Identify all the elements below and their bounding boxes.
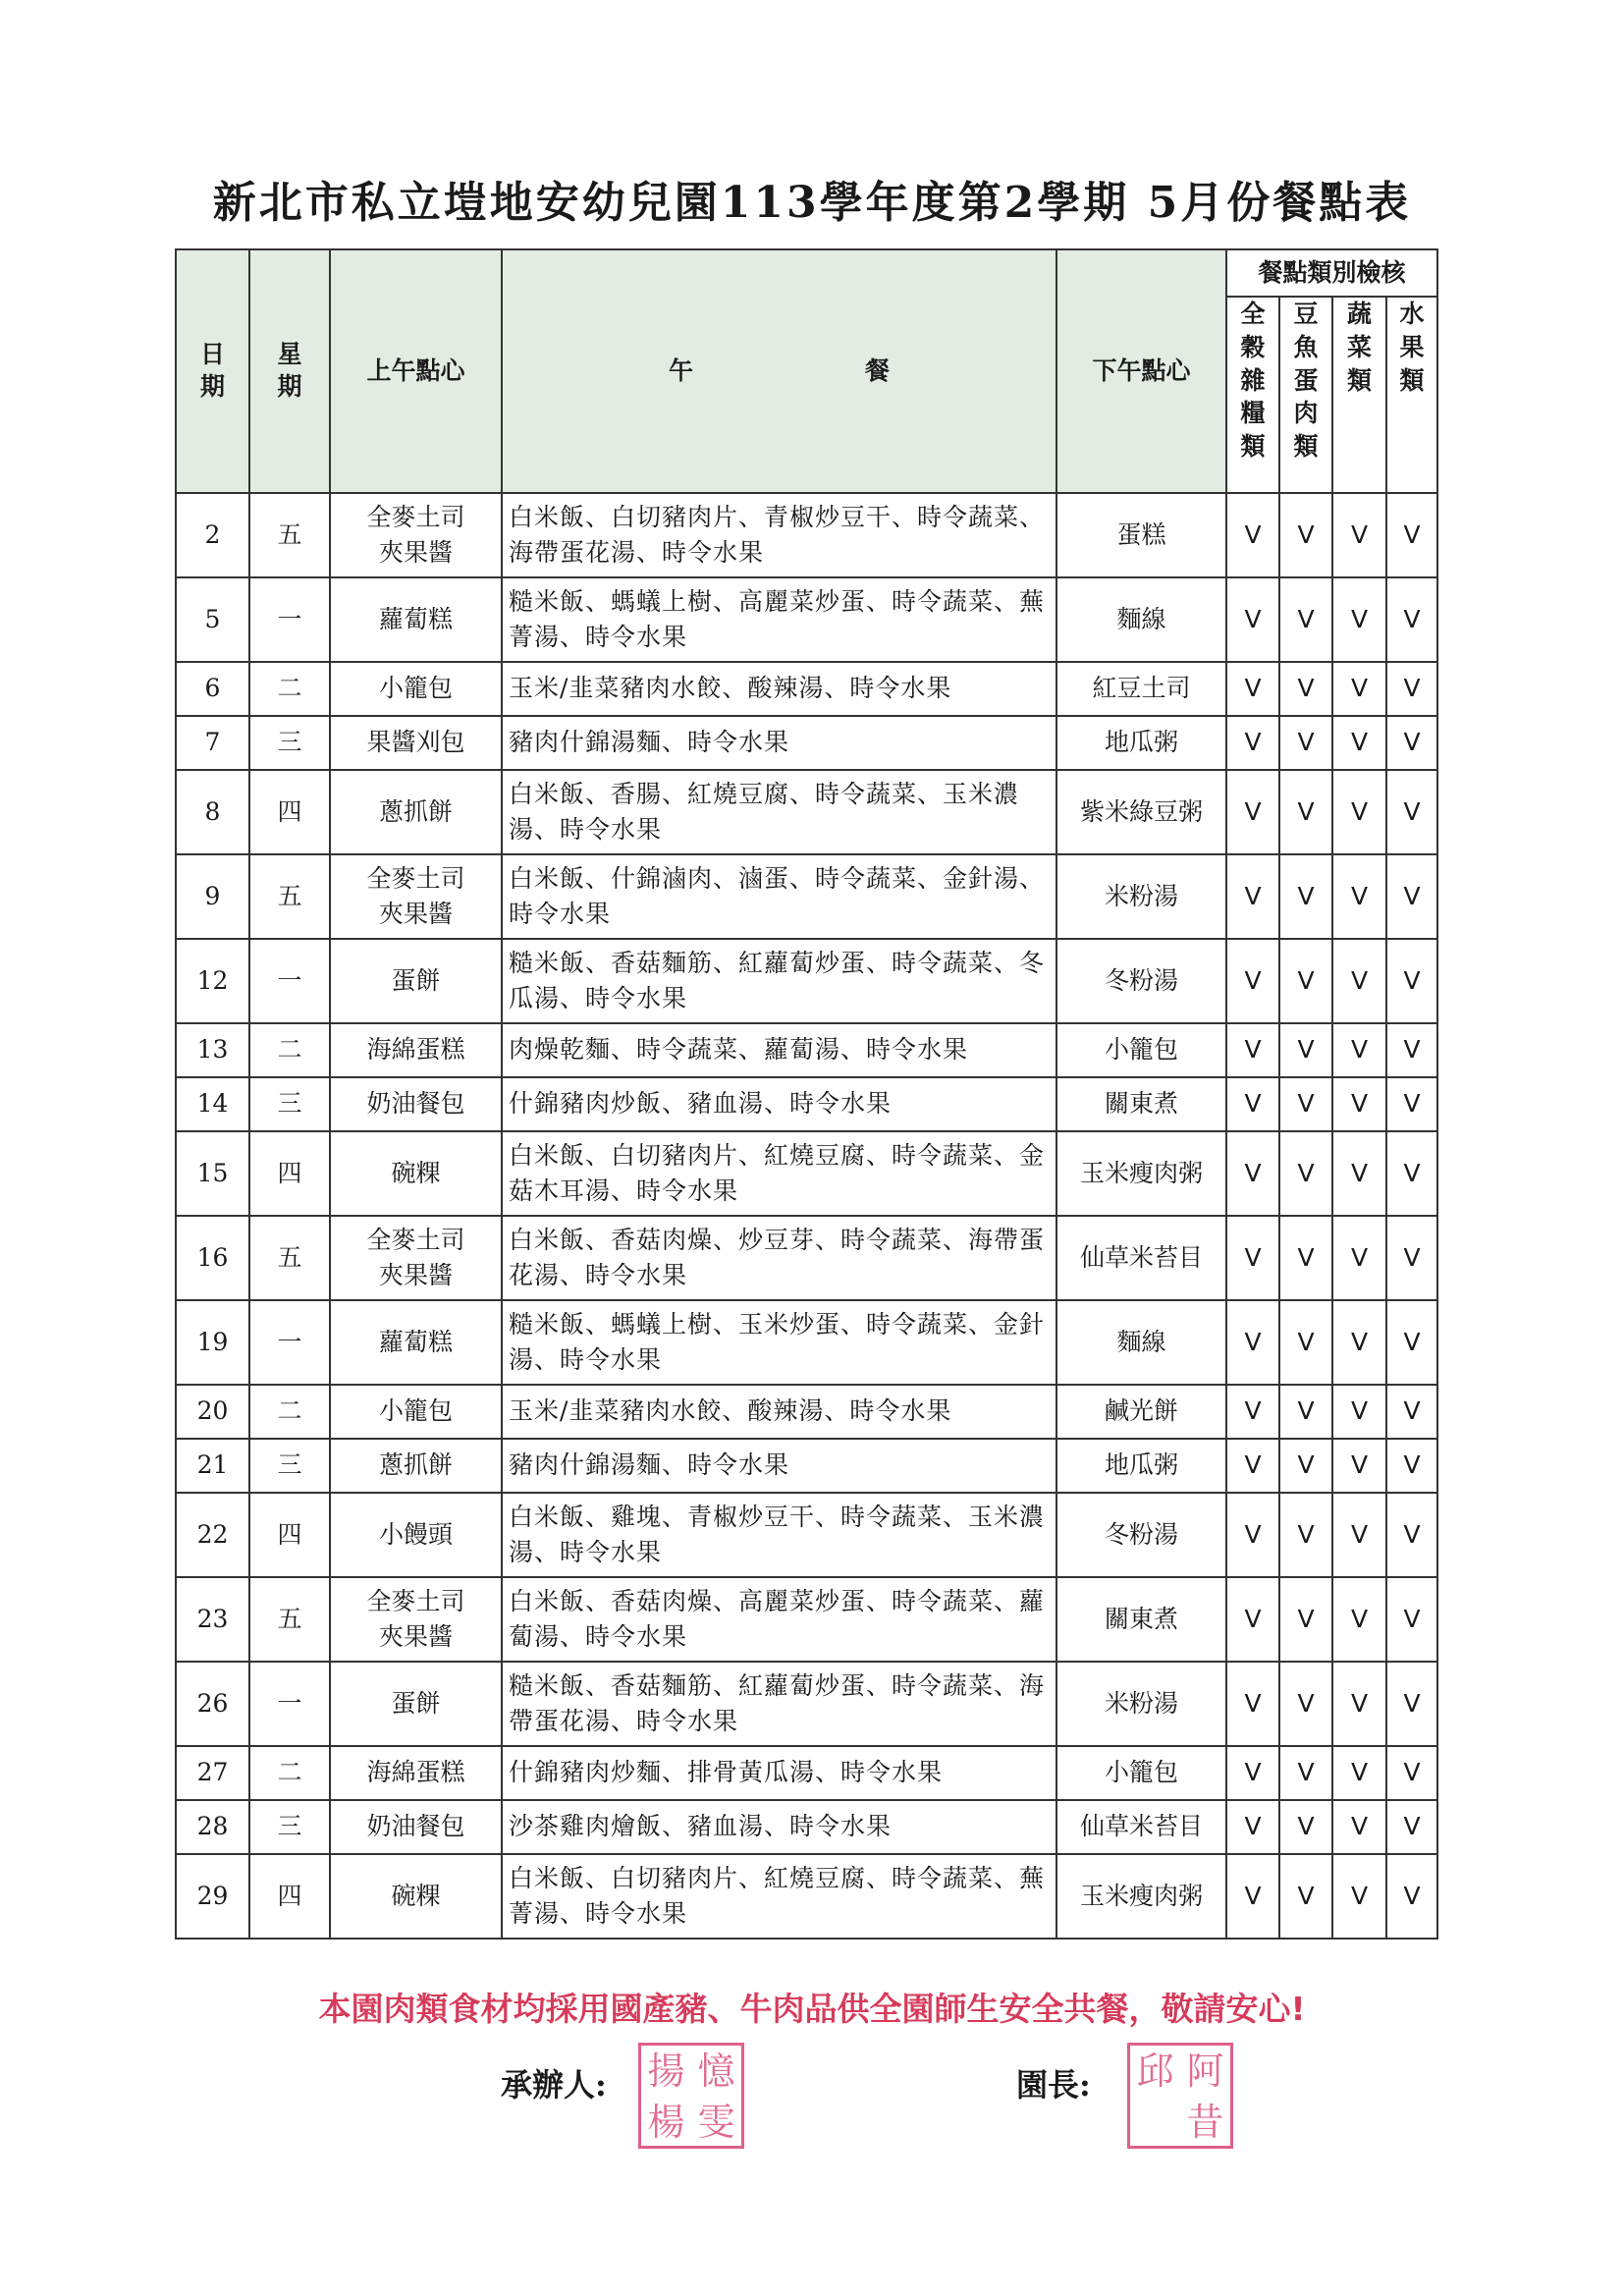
cell-date: 8: [176, 770, 249, 854]
cell-check-mark: V: [1386, 1577, 1437, 1662]
director-stamp-char: 昔: [1186, 2101, 1224, 2144]
cell-check-mark: V: [1279, 1077, 1332, 1131]
cell-afternoon-snack: 紅豆土司: [1056, 662, 1226, 716]
cell-afternoon-snack: 冬粉湯: [1056, 939, 1226, 1023]
cell-check-mark: V: [1386, 1077, 1437, 1131]
cell-check-mark: V: [1332, 770, 1386, 854]
table-row: [176, 1854, 1437, 1939]
cell-check-mark: V: [1332, 1662, 1386, 1746]
cell-check-mark: V: [1386, 1300, 1437, 1385]
cell-check-mark: V: [1332, 1385, 1386, 1439]
table-row: [176, 1577, 1437, 1662]
cell-lunch: 糙米飯、螞蟻上樹、高麗菜炒蛋、時令蔬菜、蕪菁湯、時令水果: [502, 577, 1056, 662]
cell-morning-snack: 全麥土司夾果醬: [330, 1577, 502, 1662]
cell-afternoon-snack: 紫米綠豆粥: [1056, 770, 1226, 854]
cell-morning-snack: 全麥土司夾果醬: [330, 493, 502, 577]
table-row: [176, 1023, 1437, 1077]
cell-check-mark: V: [1386, 939, 1437, 1023]
cell-morning-snack: 海綿蛋糕: [330, 1746, 502, 1800]
table-row: [176, 1746, 1437, 1800]
table-row: [176, 1216, 1437, 1300]
cell-morning-snack: 蔥抓餅: [330, 770, 502, 854]
cell-check-mark: V: [1332, 1577, 1386, 1662]
handler-stamp-char: 雯: [697, 2101, 735, 2144]
cell-check-mark: V: [1386, 1131, 1437, 1216]
table-row: [176, 1800, 1437, 1854]
cell-check-mark: V: [1332, 577, 1386, 662]
cell-check-mark: V: [1226, 1662, 1279, 1746]
cell-date: 5: [176, 577, 249, 662]
header-lunch: 午 餐: [502, 249, 1056, 493]
cell-afternoon-snack: 冬粉湯: [1056, 1493, 1226, 1577]
cell-check-mark: V: [1386, 854, 1437, 939]
cell-weekday: 一: [249, 939, 330, 1023]
cell-check-mark: V: [1226, 1493, 1279, 1577]
table-row: [176, 577, 1437, 662]
cell-check-mark: V: [1226, 939, 1279, 1023]
cell-lunch: 豬肉什錦湯麵、時令水果: [502, 716, 1056, 770]
cell-date: 12: [176, 939, 249, 1023]
page-title: 新北市私立塏地安幼兒園113學年度第2學期 5月份餐點表: [212, 178, 1412, 228]
header-grains: 全穀雜糧類: [1226, 297, 1279, 493]
cell-lunch: 白米飯、香菇肉燥、炒豆芽、時令蔬菜、海帶蛋花湯、時令水果: [502, 1216, 1056, 1300]
handler-label: 承辦人:: [501, 2066, 607, 2104]
cell-check-mark: V: [1226, 1385, 1279, 1439]
cell-check-mark: V: [1386, 1493, 1437, 1577]
cell-afternoon-snack: 鹹光餅: [1056, 1385, 1226, 1439]
cell-check-mark: V: [1226, 854, 1279, 939]
cell-morning-snack: 蘿蔔糕: [330, 577, 502, 662]
cell-check-mark: V: [1332, 1746, 1386, 1800]
cell-check-mark: V: [1279, 716, 1332, 770]
cell-check-mark: V: [1279, 939, 1332, 1023]
cell-date: 29: [176, 1854, 249, 1939]
cell-check-mark: V: [1332, 1216, 1386, 1300]
handler-stamp: [638, 2043, 744, 2149]
cell-morning-snack: 小籠包: [330, 662, 502, 716]
cell-weekday: 四: [249, 770, 330, 854]
cell-morning-snack: 海綿蛋糕: [330, 1023, 502, 1077]
cell-lunch: 糙米飯、香菇麵筋、紅蘿蔔炒蛋、時令蔬菜、海帶蛋花湯、時令水果: [502, 1662, 1056, 1746]
cell-afternoon-snack: 玉米瘦肉粥: [1056, 1854, 1226, 1939]
cell-check-mark: V: [1279, 493, 1332, 577]
cell-check-mark: V: [1332, 1077, 1386, 1131]
cell-check-mark: V: [1226, 662, 1279, 716]
table-row: [176, 1439, 1437, 1493]
cell-check-mark: V: [1279, 1385, 1332, 1439]
cell-check-mark: V: [1386, 1800, 1437, 1854]
director-stamp-char: [1130, 2097, 1180, 2148]
header-date: 日期: [176, 249, 249, 493]
director-stamp-char: 阿: [1186, 2050, 1224, 2093]
cell-check-mark: V: [1279, 1800, 1332, 1854]
cell-morning-snack: 蛋餅: [330, 1662, 502, 1746]
cell-weekday: 二: [249, 662, 330, 716]
cell-afternoon-snack: 小籠包: [1056, 1023, 1226, 1077]
cell-weekday: 一: [249, 577, 330, 662]
table-row: [176, 493, 1437, 577]
table-row: [176, 939, 1437, 1023]
cell-check-mark: V: [1226, 1800, 1279, 1854]
director-label: 園長:: [1016, 2066, 1091, 2104]
cell-check-mark: V: [1332, 1300, 1386, 1385]
cell-check-mark: V: [1332, 716, 1386, 770]
cell-afternoon-snack: 蛋糕: [1056, 493, 1226, 577]
cell-afternoon-snack: 仙草米苔目: [1056, 1800, 1226, 1854]
cell-check-mark: V: [1332, 1439, 1386, 1493]
cell-afternoon-snack: 仙草米苔目: [1056, 1216, 1226, 1300]
cell-weekday: 四: [249, 1131, 330, 1216]
cell-afternoon-snack: 麵線: [1056, 577, 1226, 662]
cell-date: 26: [176, 1662, 249, 1746]
cell-check-mark: V: [1279, 1493, 1332, 1577]
cell-morning-snack: 奶油餐包: [330, 1800, 502, 1854]
cell-check-mark: V: [1279, 1662, 1332, 1746]
cell-afternoon-snack: 關東煮: [1056, 1077, 1226, 1131]
cell-morning-snack: 碗粿: [330, 1131, 502, 1216]
cell-check-mark: V: [1279, 1216, 1332, 1300]
meal-table: [175, 248, 1438, 1940]
cell-check-mark: V: [1332, 1493, 1386, 1577]
cell-check-mark: V: [1279, 1577, 1332, 1662]
cell-lunch: 肉燥乾麵、時令蔬菜、蘿蔔湯、時令水果: [502, 1023, 1056, 1077]
cell-check-mark: V: [1332, 662, 1386, 716]
cell-date: 28: [176, 1800, 249, 1854]
cell-weekday: 三: [249, 716, 330, 770]
cell-date: 6: [176, 662, 249, 716]
cell-lunch: 糙米飯、香菇麵筋、紅蘿蔔炒蛋、時令蔬菜、冬瓜湯、時令水果: [502, 939, 1056, 1023]
cell-afternoon-snack: 玉米瘦肉粥: [1056, 1131, 1226, 1216]
cell-lunch: 白米飯、白切豬肉片、紅燒豆腐、時令蔬菜、蕪菁湯、時令水果: [502, 1854, 1056, 1939]
cell-morning-snack: 蛋餅: [330, 939, 502, 1023]
cell-lunch: 白米飯、香腸、紅燒豆腐、時令蔬菜、玉米濃湯、時令水果: [502, 770, 1056, 854]
cell-date: 19: [176, 1300, 249, 1385]
cell-check-mark: V: [1226, 770, 1279, 854]
table-row: [176, 854, 1437, 939]
cell-check-mark: V: [1386, 1662, 1437, 1746]
cell-check-mark: V: [1332, 1023, 1386, 1077]
director-stamp-char: 邱: [1136, 2050, 1174, 2093]
cell-check-mark: V: [1226, 493, 1279, 577]
cell-check-mark: V: [1386, 1746, 1437, 1800]
cell-check-mark: V: [1226, 577, 1279, 662]
table-row: [176, 1300, 1437, 1385]
cell-date: 23: [176, 1577, 249, 1662]
cell-date: 2: [176, 493, 249, 577]
cell-check-mark: V: [1226, 716, 1279, 770]
cell-check-mark: V: [1332, 1131, 1386, 1216]
cell-check-mark: V: [1226, 1577, 1279, 1662]
cell-morning-snack: 碗粿: [330, 1854, 502, 1939]
cell-weekday: 一: [249, 1300, 330, 1385]
cell-check-mark: V: [1279, 1746, 1332, 1800]
cell-check-mark: V: [1279, 770, 1332, 854]
cell-date: 14: [176, 1077, 249, 1131]
cell-check-mark: V: [1279, 1300, 1332, 1385]
cell-morning-snack: 果醬刈包: [330, 716, 502, 770]
cell-weekday: 三: [249, 1077, 330, 1131]
cell-check-mark: V: [1226, 1131, 1279, 1216]
header-veg: 蔬菜類: [1332, 297, 1386, 493]
cell-check-mark: V: [1386, 1854, 1437, 1939]
cell-check-mark: V: [1386, 1439, 1437, 1493]
handler-stamp-char: 揚: [647, 2050, 685, 2093]
table-row: [176, 1385, 1437, 1439]
header-afternoon-snack: 下午點心: [1056, 249, 1226, 493]
cell-lunch: 玉米/韭菜豬肉水餃、酸辣湯、時令水果: [502, 1385, 1056, 1439]
cell-morning-snack: 蔥抓餅: [330, 1439, 502, 1493]
meal-rows: [176, 493, 1437, 1939]
cell-check-mark: V: [1279, 662, 1332, 716]
cell-check-mark: V: [1332, 854, 1386, 939]
table-row: [176, 662, 1437, 716]
cell-check-mark: V: [1226, 1077, 1279, 1131]
header-fruit: 水果類: [1386, 297, 1437, 493]
cell-afternoon-snack: 麵線: [1056, 1300, 1226, 1385]
cell-weekday: 二: [249, 1385, 330, 1439]
table-row: [176, 1077, 1437, 1131]
header-weekday: 星期: [249, 249, 330, 493]
cell-check-mark: V: [1386, 1216, 1437, 1300]
cell-check-mark: V: [1386, 716, 1437, 770]
cell-check-mark: V: [1332, 493, 1386, 577]
cell-check-mark: V: [1279, 854, 1332, 939]
cell-afternoon-snack: 地瓜粥: [1056, 1439, 1226, 1493]
cell-afternoon-snack: 米粉湯: [1056, 854, 1226, 939]
cell-check-mark: V: [1332, 939, 1386, 1023]
cell-check-mark: V: [1332, 1854, 1386, 1939]
cell-check-mark: V: [1226, 1023, 1279, 1077]
cell-weekday: 三: [249, 1800, 330, 1854]
table-row: [176, 1493, 1437, 1577]
cell-morning-snack: 奶油餐包: [330, 1077, 502, 1131]
table-row: [176, 1131, 1437, 1216]
cell-lunch: 白米飯、什錦滷肉、滷蛋、時令蔬菜、金針湯、時令水果: [502, 854, 1056, 939]
cell-weekday: 五: [249, 854, 330, 939]
cell-check-mark: V: [1386, 770, 1437, 854]
header-morning-snack: 上午點心: [330, 249, 502, 493]
cell-lunch: 白米飯、香菇肉燥、高麗菜炒蛋、時令蔬菜、蘿蔔湯、時令水果: [502, 1577, 1056, 1662]
cell-date: 16: [176, 1216, 249, 1300]
cell-check-mark: V: [1386, 493, 1437, 577]
table-row: [176, 716, 1437, 770]
cell-weekday: 四: [249, 1854, 330, 1939]
cell-check-mark: V: [1226, 1216, 1279, 1300]
cell-check-mark: V: [1386, 1023, 1437, 1077]
cell-weekday: 二: [249, 1746, 330, 1800]
cell-lunch: 豬肉什錦湯麵、時令水果: [502, 1439, 1056, 1493]
cell-weekday: 三: [249, 1439, 330, 1493]
cell-check-mark: V: [1332, 1800, 1386, 1854]
table-row: [176, 1662, 1437, 1746]
header-check-group: 餐點類別檢核: [1226, 249, 1437, 297]
cell-weekday: 五: [249, 493, 330, 577]
cell-check-mark: V: [1226, 1746, 1279, 1800]
cell-lunch: 白米飯、白切豬肉片、青椒炒豆干、時令蔬菜、海帶蛋花湯、時令水果: [502, 493, 1056, 577]
cell-check-mark: V: [1279, 1854, 1332, 1939]
cell-lunch: 白米飯、白切豬肉片、紅燒豆腐、時令蔬菜、金菇木耳湯、時令水果: [502, 1131, 1056, 1216]
cell-morning-snack: 蘿蔔糕: [330, 1300, 502, 1385]
cell-check-mark: V: [1279, 1023, 1332, 1077]
table-row: [176, 770, 1437, 854]
cell-afternoon-snack: 小籠包: [1056, 1746, 1226, 1800]
cell-afternoon-snack: 地瓜粥: [1056, 716, 1226, 770]
cell-date: 27: [176, 1746, 249, 1800]
cell-afternoon-snack: 米粉湯: [1056, 1662, 1226, 1746]
cell-date: 22: [176, 1493, 249, 1577]
cell-lunch: 白米飯、雞塊、青椒炒豆干、時令蔬菜、玉米濃湯、時令水果: [502, 1493, 1056, 1577]
handler-stamp-char: 憶: [697, 2050, 735, 2093]
cell-lunch: 什錦豬肉炒麵、排骨黃瓜湯、時令水果: [502, 1746, 1056, 1800]
header-protein: 豆魚蛋肉類: [1279, 297, 1332, 493]
cell-lunch: 沙茶雞肉燴飯、豬血湯、時令水果: [502, 1800, 1056, 1854]
director-stamp: [1127, 2043, 1233, 2149]
cell-lunch: 玉米/韭菜豬肉水餃、酸辣湯、時令水果: [502, 662, 1056, 716]
cell-lunch: 糙米飯、螞蟻上樹、玉米炒蛋、時令蔬菜、金針湯、時令水果: [502, 1300, 1056, 1385]
cell-date: 9: [176, 854, 249, 939]
cell-weekday: 二: [249, 1023, 330, 1077]
cell-check-mark: V: [1279, 1439, 1332, 1493]
cell-morning-snack: 小饅頭: [330, 1493, 502, 1577]
cell-check-mark: V: [1386, 662, 1437, 716]
cell-check-mark: V: [1386, 1385, 1437, 1439]
cell-weekday: 五: [249, 1577, 330, 1662]
cell-check-mark: V: [1386, 577, 1437, 662]
cell-weekday: 四: [249, 1493, 330, 1577]
cell-date: 20: [176, 1385, 249, 1439]
food-safety-notice: 本園肉類食材均採用國產豬、牛肉品供全園師生安全共餐，敬請安心!: [318, 1990, 1306, 2028]
cell-afternoon-snack: 關東煮: [1056, 1577, 1226, 1662]
cell-date: 21: [176, 1439, 249, 1493]
cell-morning-snack: 小籠包: [330, 1385, 502, 1439]
cell-weekday: 五: [249, 1216, 330, 1300]
cell-morning-snack: 全麥土司夾果醬: [330, 854, 502, 939]
cell-check-mark: V: [1226, 1300, 1279, 1385]
cell-check-mark: V: [1279, 577, 1332, 662]
cell-weekday: 一: [249, 1662, 330, 1746]
cell-date: 15: [176, 1131, 249, 1216]
cell-check-mark: V: [1279, 1131, 1332, 1216]
cell-check-mark: V: [1226, 1439, 1279, 1493]
cell-morning-snack: 全麥土司夾果醬: [330, 1216, 502, 1300]
cell-check-mark: V: [1226, 1854, 1279, 1939]
cell-lunch: 什錦豬肉炒飯、豬血湯、時令水果: [502, 1077, 1056, 1131]
handler-stamp-char: 楊: [647, 2101, 685, 2144]
cell-date: 13: [176, 1023, 249, 1077]
cell-date: 7: [176, 716, 249, 770]
